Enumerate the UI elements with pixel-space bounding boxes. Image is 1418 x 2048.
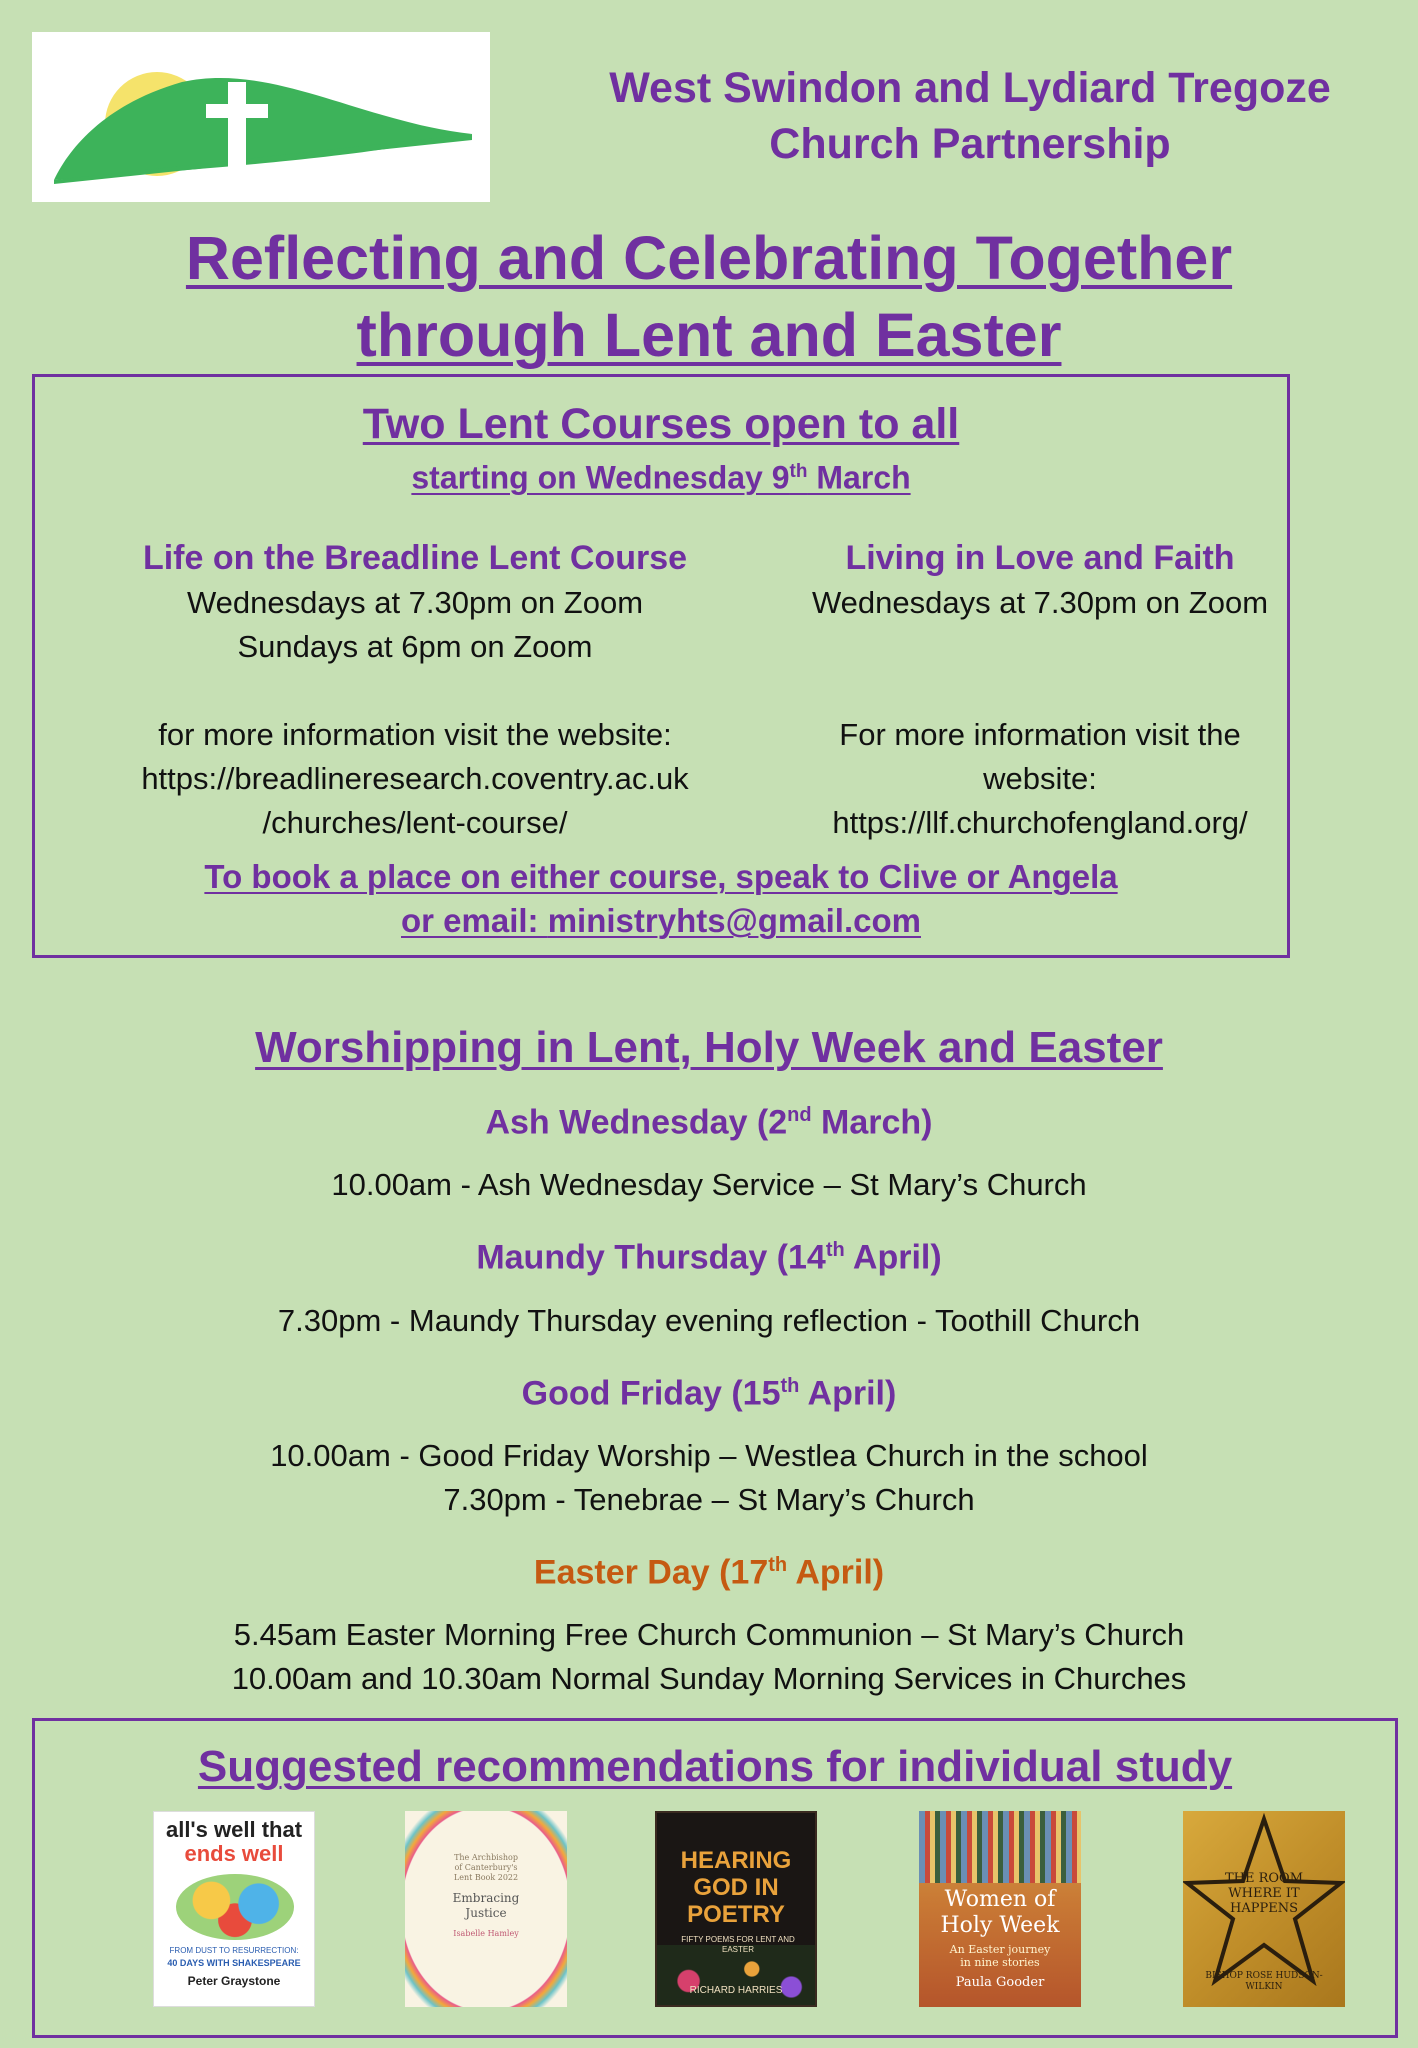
booking-info [35,855,1287,943]
book-crowd-illustration [919,1811,1081,1883]
book-cover-hearing-god [655,1811,817,2007]
day-heading-maundy-thursday [0,1227,1418,1280]
breadline-course-title: Life on the Breadline Lent Course [142,539,688,577]
day-heading-ash-wednesday [0,1092,1418,1145]
service-line: 10.00am - Ash Wednesday Service – St Mary’s Church [331,1167,1087,1203]
book-title-2b: of Canterbury's [454,1863,518,1872]
book-title-5a: THE ROOM [1224,1871,1304,1886]
book-author-1: Peter Graystone [187,1974,281,1988]
title-line-1: Reflecting and Celebrating Together [185,224,1233,292]
subheading-sup: th [789,461,808,482]
breadline-url-2[interactable]: /churches/lent-course/ [262,805,568,840]
book-cover-alls-well [153,1811,315,2007]
day-services-good-friday [0,1434,1418,1522]
breadline-info: for more information visit the website: [158,717,672,752]
book-author-5: BISHOP ROSE HUDSON-WILKIN [1205,1971,1323,1992]
book-title-3c: POETRY [687,1901,785,1928]
title-line-2: through Lent and Easter [356,301,1062,369]
book-title-1a: all's well that [165,1817,303,1842]
book-title-2a: The Archbishop [454,1853,518,1862]
book-subtitle-1a: FROM DUST TO RESURRECTION: [169,1946,299,1955]
book-title-4a: Women of [944,1887,1056,1912]
service-line: 7.30pm - Maundy Thursday evening reflection - Toothill Church [277,1302,1141,1338]
day-heading-easter-day [0,1542,1418,1595]
lent-courses-box [32,374,1290,958]
book-title-5c: HAPPENS [1230,1901,1298,1916]
llf-schedule-1: Wednesdays at 7.30pm on Zoom [811,585,1269,620]
day-heading-text: Easter Day (17 [533,1553,769,1592]
day-heading-sup: th [780,1374,800,1397]
book-title-2d: Embracing Justice [452,1891,520,1920]
llf-course-title: Living in Love and Faith [845,539,1235,577]
day-heading-text-end: March) [811,1103,933,1142]
breadline-url-1[interactable]: https://breadlineresearch.coventry.ac.uk [141,761,689,796]
breadline-course [65,535,765,845]
day-heading-sup: th [825,1239,845,1262]
service-line: 7.30pm - Tenebrae – St Mary’s Church [443,1481,975,1517]
day-heading-text: Good Friday (15 [521,1373,781,1412]
day-services-maundy-thursday [0,1299,1418,1343]
day-heading-text: Maundy Thursday (14 [476,1238,826,1277]
courses-heading: Two Lent Courses open to all [362,400,960,448]
book-title-5b: WHERE IT [1228,1886,1300,1901]
service-line: 5.45am Easter Morning Free Church Communion – St Mary’s Church [233,1617,1185,1653]
organization-name [540,60,1400,172]
worship-schedule [0,1018,1418,1721]
llf-course [795,535,1285,845]
day-heading-sup: th [768,1553,788,1576]
breadline-schedule-2: Sundays at 6pm on Zoom [237,629,593,664]
book-subtitle-4b: in nine stories [960,1956,1040,1969]
booking-email-link[interactable]: ministryhts@gmail.com [547,902,921,939]
booking-line-1: To book a place on either course, speak to Clive or Angela [204,858,1118,895]
day-services-easter-day [0,1613,1418,1701]
book-title-4b: Holy Week [940,1913,1060,1938]
day-heading-good-friday [0,1363,1418,1416]
book-cover-women-holy-week [919,1811,1081,2007]
page-title [0,220,1418,374]
breadline-schedule-1: Wednesdays at 7.30pm on Zoom [186,585,644,620]
day-heading-text-end: April) [787,1553,885,1592]
subheading-text: starting on Wednesday 9 [411,459,790,496]
hill-cross-logo-icon [32,32,490,202]
day-heading-text-end: April) [844,1238,942,1277]
booking-line-2 [35,899,1287,943]
book-cover-embracing-justice [405,1811,567,2007]
book-cover-room-where-it-happens [1183,1811,1345,2007]
day-heading-text: Ash Wednesday (2 [485,1103,788,1142]
book-subtitle-3: FIFTY POEMS FOR LENT AND EASTER [681,1935,795,1954]
book-author-3: RICHARD HARRIES [689,1985,783,1996]
service-line: 10.00am - Good Friday Worship – Westlea Church in the school [270,1437,1148,1473]
book-illustration [176,1874,294,1940]
book-title-3b: GOD IN [693,1874,779,1901]
day-heading-text-end: April) [799,1373,897,1412]
booking-email-label: or email: [401,902,548,939]
book-author-4: Paula Gooder [955,1975,1045,1990]
book-subtitle-1b: 40 DAYS WITH SHAKESPEARE [167,1958,301,1968]
org-line-2: Church Partnership [769,120,1171,168]
book-title-3a: HEARING [680,1847,792,1874]
study-recommendations-box [32,1718,1398,2038]
llf-url[interactable]: https://llf.churchofengland.org/ [832,805,1248,840]
courses-subheading [35,451,1287,499]
service-line: 10.00am and 10.30am Normal Sunday Morning Services in Churches [231,1661,1187,1697]
subheading-text-end: March [807,459,911,496]
worship-heading: Worshipping in Lent, Holy Week and Easter [255,1023,1163,1072]
day-services-ash-wednesday [0,1163,1418,1207]
llf-info: For more information visit the website: [839,717,1241,796]
book-subtitle-4a: An Easter journey [949,1943,1051,1956]
logo [32,32,490,202]
org-line-1: West Swindon and Lydiard Tregoze [609,64,1331,112]
book-author-2: Isabelle Hamley [453,1929,519,1938]
study-heading: Suggested recommendations for individual study [197,1742,1233,1791]
book-title-2c: Lent Book 2022 [453,1873,519,1882]
day-heading-sup: nd [787,1104,812,1126]
book-title-1b: ends well [184,1841,284,1866]
